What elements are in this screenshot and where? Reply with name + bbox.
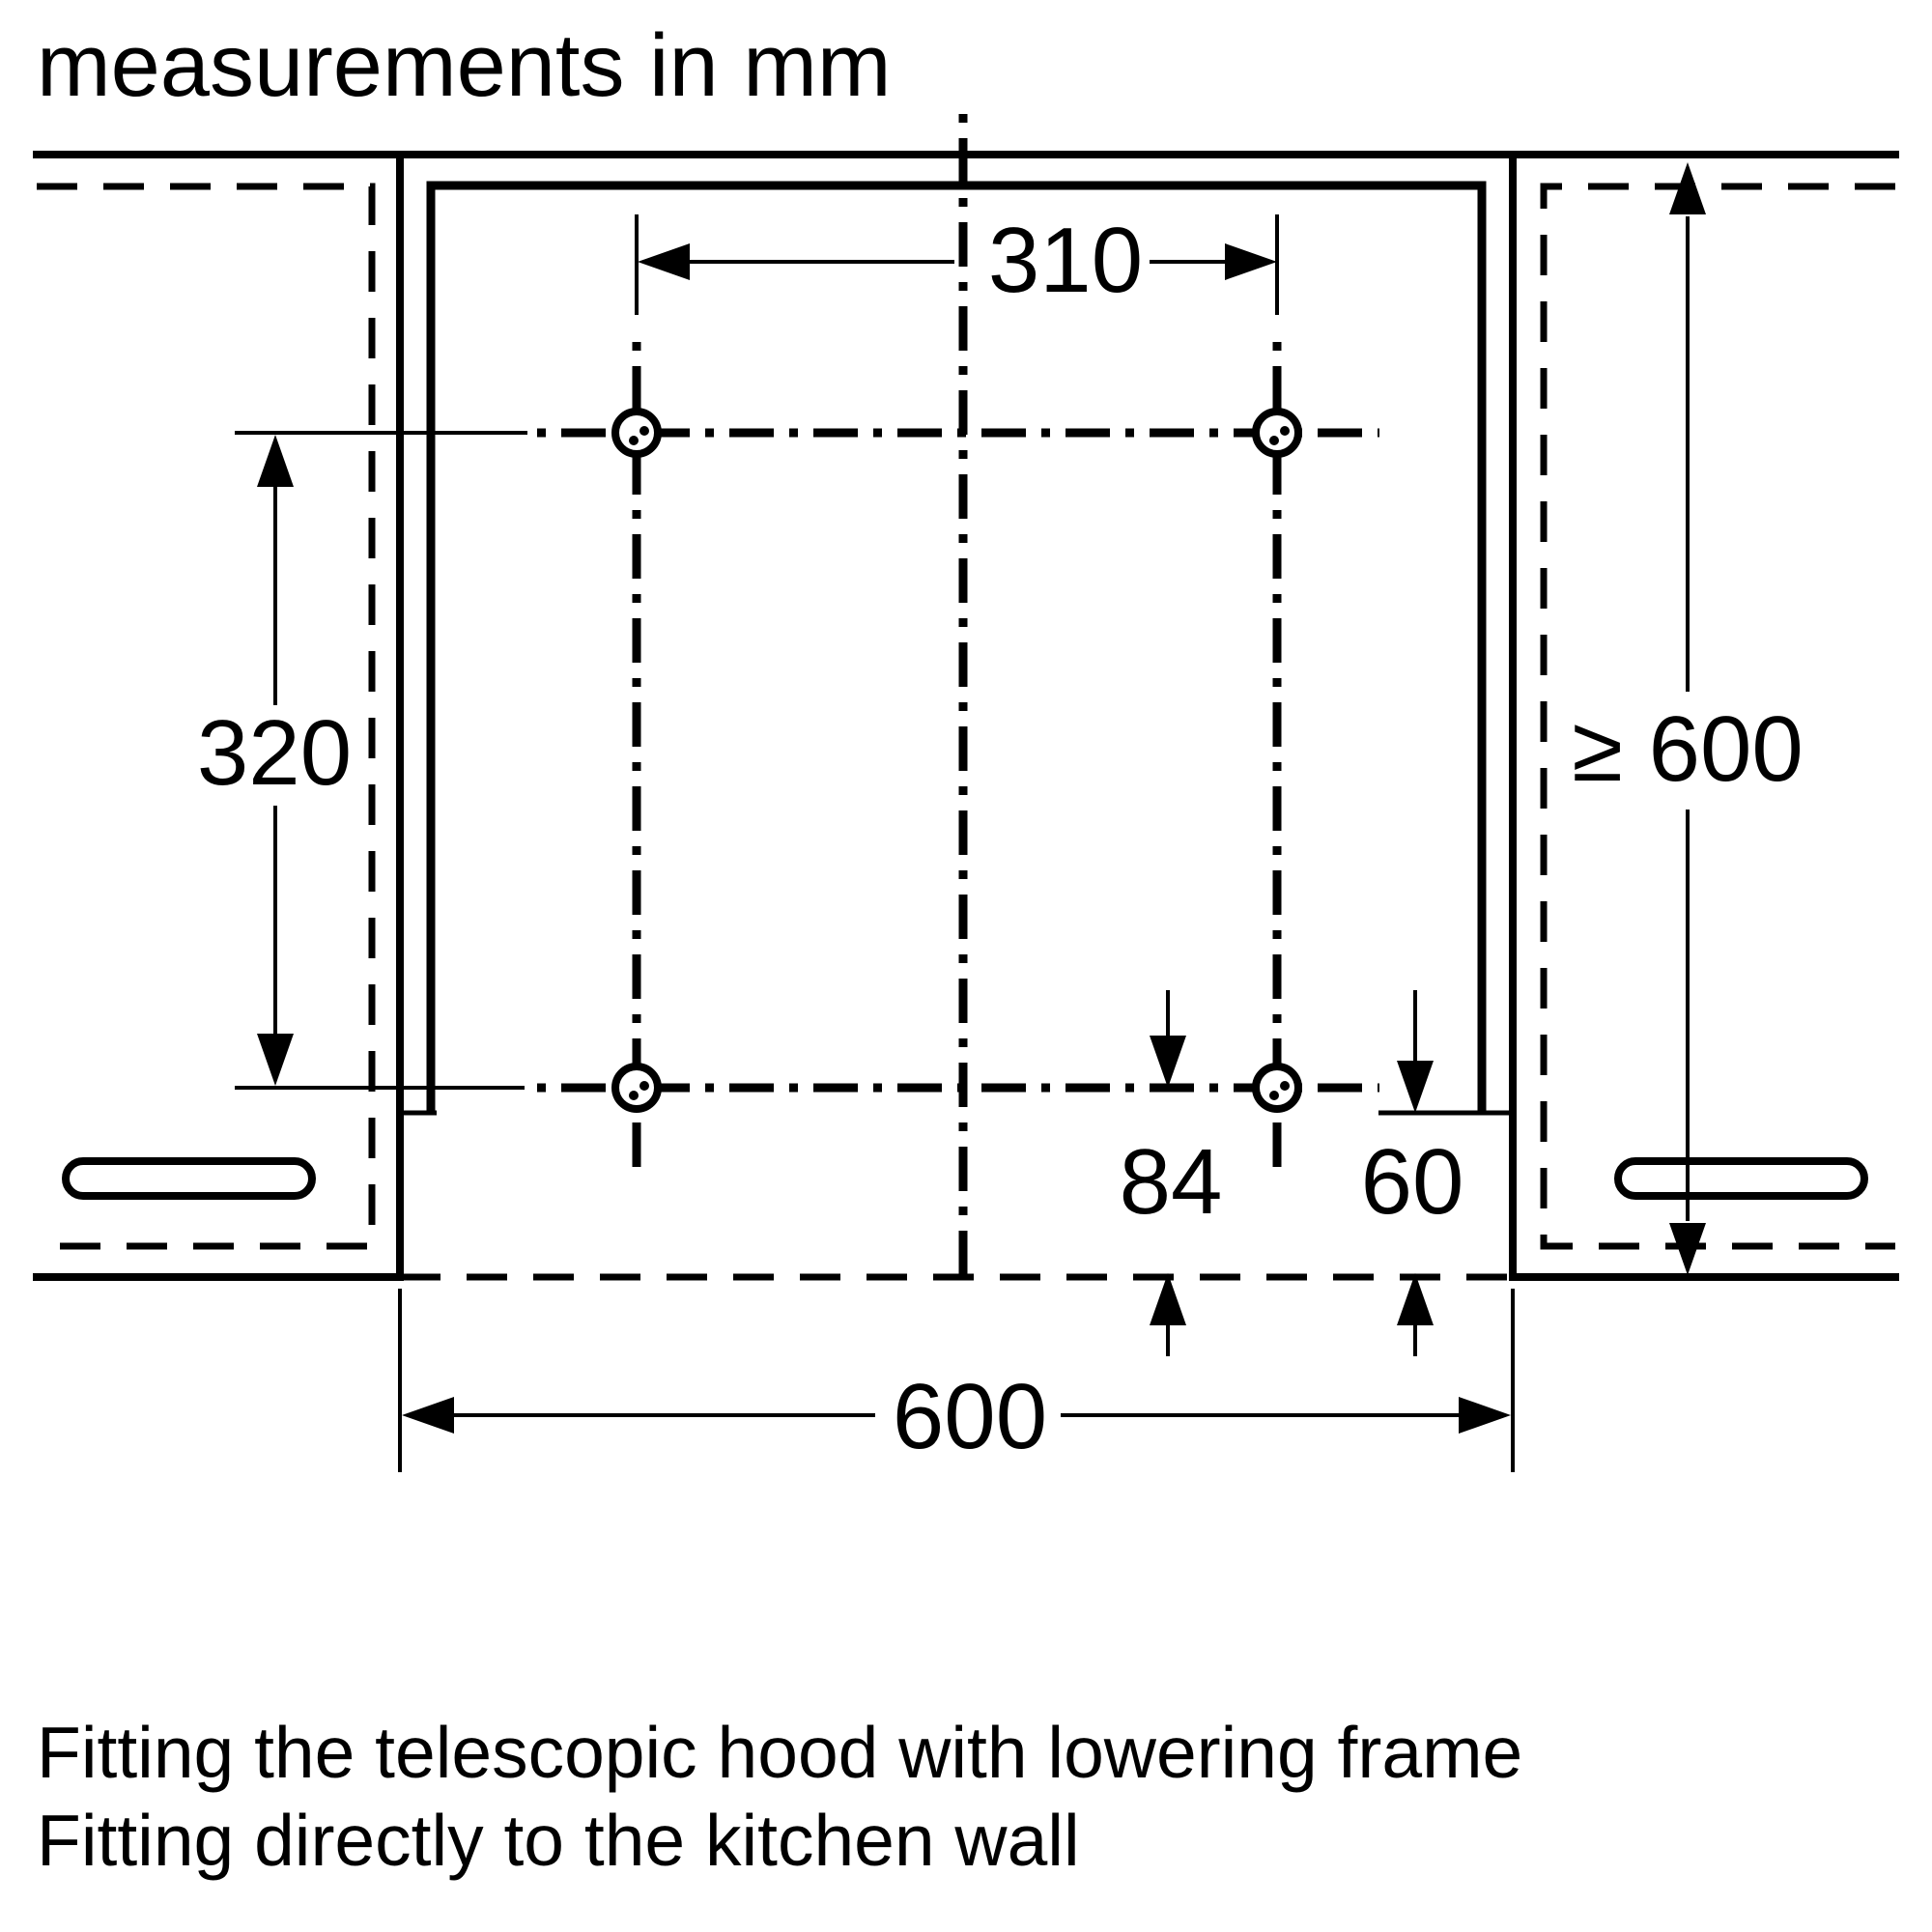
arrowhead-left — [638, 243, 690, 280]
dimension-600 — [400, 1289, 1513, 1472]
caption-line-1: Fitting the telescopic hood with lowering frame — [37, 1712, 1523, 1793]
centerlines — [537, 114, 1379, 1285]
arrowhead-right — [1459, 1397, 1511, 1434]
dimension-label-310: 310 — [987, 209, 1144, 312]
dimension-label-320: 320 — [196, 701, 353, 805]
dimension-label-600: 600 — [892, 1365, 1048, 1468]
arrowhead-right — [1225, 243, 1277, 280]
hole-circle — [1256, 412, 1298, 454]
hole-circle — [1256, 1066, 1298, 1109]
dimension-320 — [197, 433, 527, 1088]
mounting-hole-bottom-right — [1256, 1066, 1298, 1109]
right-cabinet-handle — [1618, 1161, 1864, 1196]
arrowhead-up — [257, 435, 294, 487]
dimension-84 — [1120, 990, 1223, 1356]
mounting-hole-bottom-left — [615, 1066, 658, 1109]
hood-frame — [400, 185, 1513, 1113]
left-cabinet-handle — [66, 1161, 312, 1196]
page-title: measurements in mm — [37, 16, 892, 115]
dimension-label-84: 84 — [1119, 1130, 1223, 1234]
arrowhead-down — [257, 1034, 294, 1086]
arrowhead-up — [1150, 1273, 1186, 1325]
hole-dot — [1280, 426, 1290, 436]
mounting-hole-top-left — [615, 412, 658, 454]
mounting-holes — [615, 412, 1298, 1109]
hole-dot — [629, 1091, 639, 1100]
hole-dot — [1280, 1081, 1290, 1091]
arrowhead-up — [1397, 1273, 1434, 1325]
hood-frame-outline — [431, 185, 1482, 1113]
hole-dot — [629, 436, 639, 445]
arrowhead-left — [402, 1397, 454, 1434]
dimension-310 — [637, 209, 1277, 315]
dimension-min-600 — [1572, 162, 1804, 1275]
arrowhead-down — [1397, 1061, 1434, 1113]
dimension-60 — [1361, 990, 1464, 1356]
mounting-hole-top-right — [1256, 412, 1298, 454]
dimension-label-min-600: ≥ 600 — [1572, 697, 1804, 801]
arrowhead-down — [1150, 1036, 1186, 1088]
dimension-label-60: 60 — [1360, 1130, 1464, 1234]
caption-line-2: Fitting directly to the kitchen wall — [37, 1800, 1080, 1881]
hole-circle — [615, 1066, 658, 1109]
hole-circle — [615, 412, 658, 454]
hole-dot — [1269, 436, 1279, 445]
hole-dot — [1269, 1091, 1279, 1100]
hole-dot — [639, 426, 649, 436]
hole-dot — [639, 1081, 649, 1091]
